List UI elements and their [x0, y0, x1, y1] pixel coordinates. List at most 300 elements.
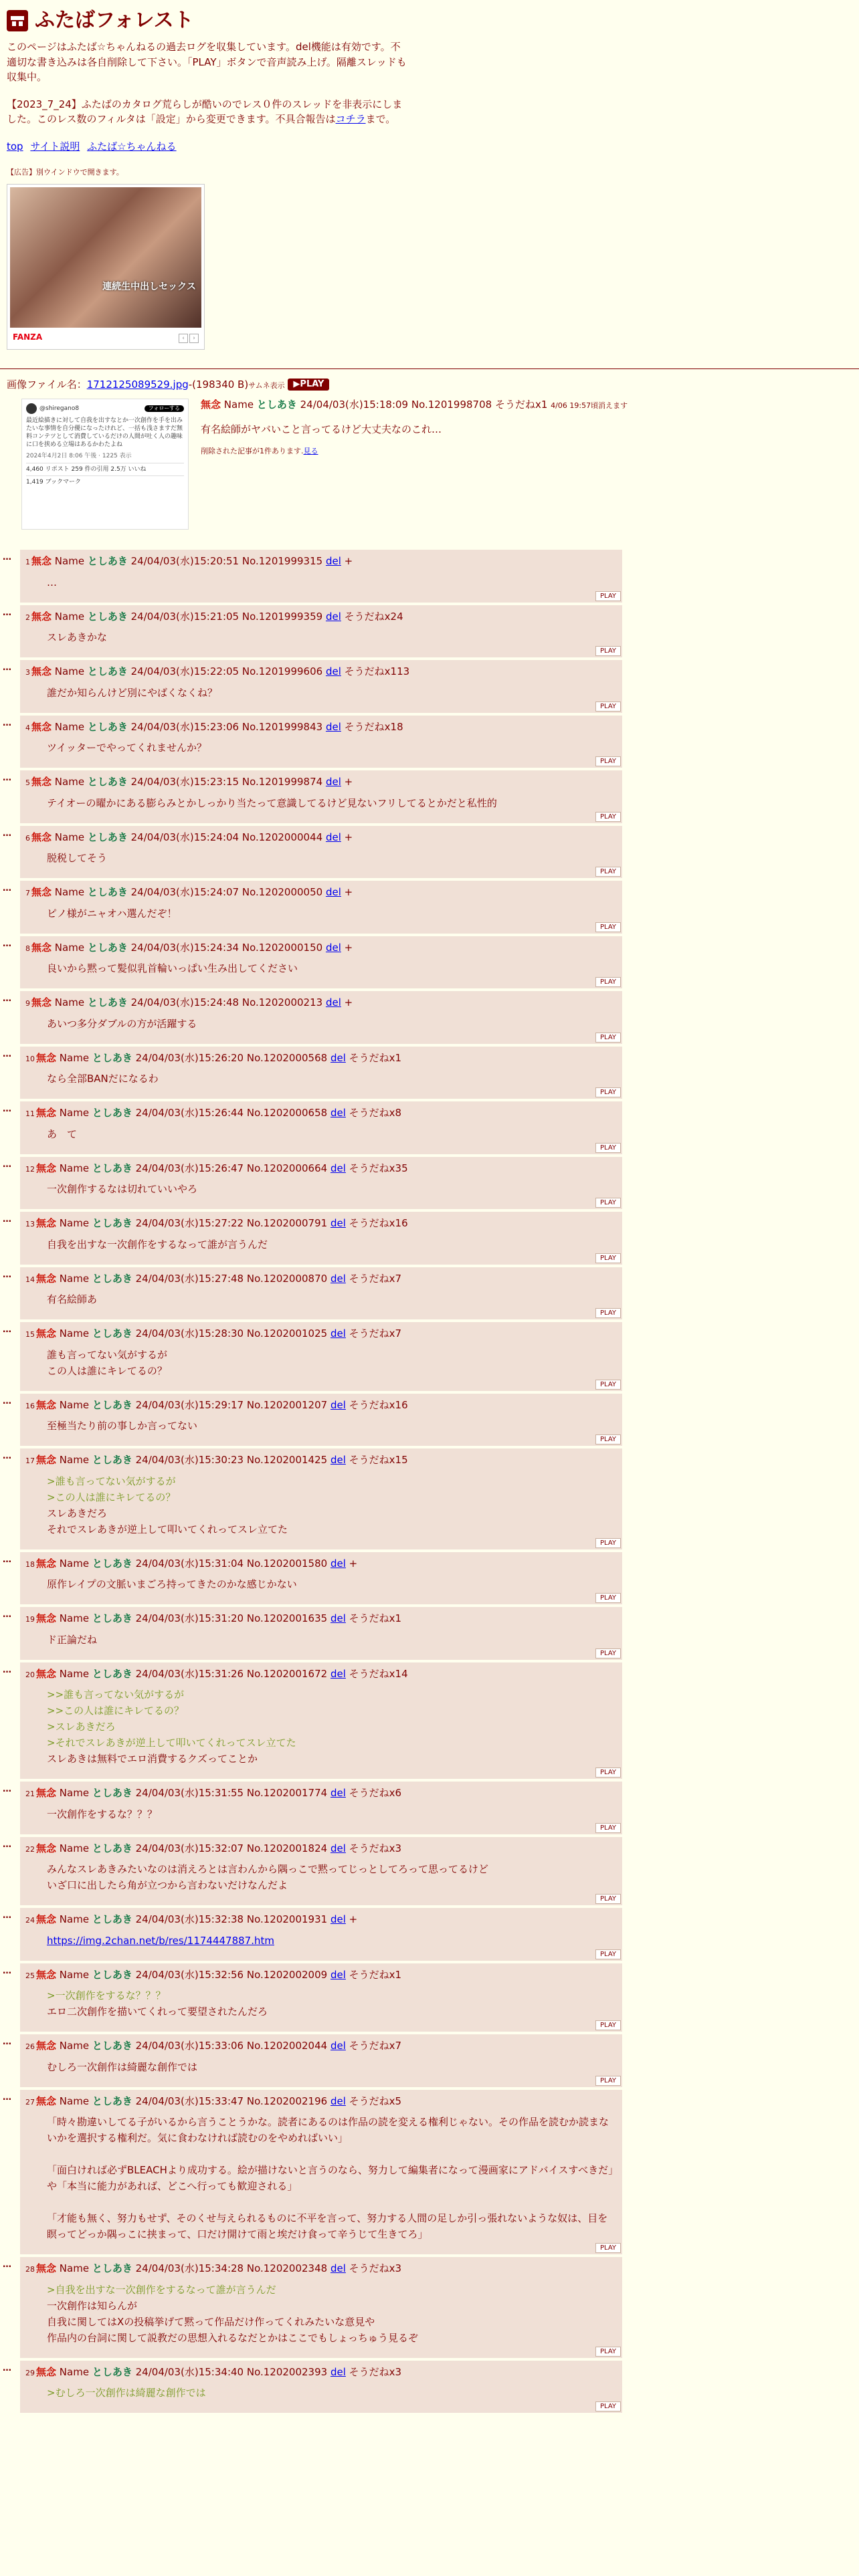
reply-meta: 24/04/03(水)15:24:04 No.1202000044 — [130, 831, 323, 843]
reply-number: 26 — [25, 2042, 35, 2051]
reply-play-button[interactable]: PLAY — [595, 702, 621, 712]
reply-body — [25, 790, 617, 811]
intro-text-a: 【2023_7_24】ふたばのカタログ荒らしが酷いのでレス０件のスレッドを非表示にしました。このレス数のフィルタは「設定」から変更できます。不具合報告は — [7, 98, 403, 125]
op-header — [201, 397, 843, 413]
reply-name-label: Name — [59, 1162, 90, 1174]
reply-subject: 無念 — [36, 1454, 57, 1466]
reply-number: 20 — [25, 1670, 35, 1679]
reply-number: 6 — [25, 833, 30, 843]
reply-post — [3, 2361, 622, 2413]
reply-soudane[interactable]: そうだねx6 — [349, 1787, 402, 1799]
reply-body — [25, 1626, 617, 1648]
reply-header — [25, 609, 617, 625]
reply-header — [25, 2094, 617, 2109]
reply-soudane[interactable]: そうだねx7 — [349, 2040, 402, 2052]
reply-text-line: あいつ多分ダブルの方が活躍する — [47, 1017, 197, 1030]
reply-marker: … — [3, 1451, 11, 1461]
reply-soudane[interactable]: + — [344, 831, 353, 843]
reply-post — [3, 1908, 622, 1961]
ad-brand-logo: FANZA — [13, 332, 43, 342]
reply-name-label: Name — [59, 2040, 90, 2052]
reply-del-link[interactable]: del — [330, 1968, 346, 1981]
reply-name-label: Name — [54, 555, 85, 567]
reply-text-line: ツイッターでやってくれませんか？ — [47, 742, 207, 754]
reply-marker: … — [3, 2092, 11, 2103]
reply-play-button[interactable]: PLAY — [595, 1143, 621, 1153]
reply-text-line: 原作レイプの文脈いまごろ持ってきたのかな感じかない — [47, 1578, 297, 1590]
reply-body — [25, 1801, 617, 1822]
reply-play-button[interactable]: PLAY — [595, 2401, 621, 2411]
reply-del-link[interactable]: del — [330, 2095, 346, 2107]
reply-play-button[interactable]: PLAY — [595, 867, 621, 877]
reply-subject: 無念 — [36, 1107, 57, 1119]
reply-soudane[interactable]: そうだねx8 — [349, 1107, 402, 1119]
reply-play-button[interactable]: PLAY — [595, 646, 621, 656]
reply-soudane[interactable]: そうだねx1 — [349, 1612, 402, 1624]
op-name: としあき — [256, 399, 297, 411]
reply-name-label: Name — [59, 1217, 90, 1229]
reply-link[interactable]: https://img.2chan.net/b/res/1174447887.htm — [47, 1934, 274, 1947]
reply-meta: 24/04/03(水)15:27:48 No.1202000870 — [135, 1272, 328, 1285]
reply-number: 17 — [25, 1457, 35, 1465]
reply-name: としあき — [92, 1051, 132, 1064]
reply-name-label: Name — [59, 1272, 90, 1285]
reply-soudane[interactable]: そうだねx18 — [344, 720, 403, 733]
reply-play-button[interactable]: PLAY — [595, 1308, 621, 1318]
reply-post — [3, 660, 622, 713]
reply-text-line: テイオーの曜かにある膨らみとかしっかり当たって意識してるけど見ないフリしてるとかだと私性的 — [47, 796, 497, 809]
reply-play-button[interactable]: PLAY — [595, 2020, 621, 2030]
reply-name: としあき — [87, 610, 128, 623]
reply-meta: 24/04/03(水)15:32:38 No.1202001931 — [135, 1913, 328, 1925]
nav-about-link[interactable]: サイト説明 — [30, 140, 80, 152]
reply-play-button[interactable]: PLAY — [595, 1087, 621, 1097]
reply-text-line: むしろ一次創作は綺麗な創作では — [47, 2060, 198, 2073]
reply-name: としあき — [87, 996, 128, 1008]
reply-play-button[interactable]: PLAY — [595, 812, 621, 822]
reply-name: としあき — [92, 1162, 132, 1174]
reply-meta: 24/04/03(水)15:32:56 No.1202002009 — [135, 1968, 328, 1981]
reply-name: としあき — [92, 1557, 132, 1570]
reply-name-label: Name — [59, 1107, 90, 1119]
ad-caption: 連続生中出しセックス — [102, 281, 196, 292]
reply-soudane[interactable]: + — [344, 886, 353, 898]
reply-play-button[interactable]: PLAY — [595, 1434, 621, 1444]
reply-subject: 無念 — [36, 2262, 57, 2274]
reply-name: としあき — [92, 1272, 132, 1285]
reply-name-label: Name — [54, 831, 85, 843]
reply-subject: 無念 — [36, 1667, 57, 1680]
reply-name: としあき — [92, 2040, 132, 2052]
reply-text-line: 有名絵師あ — [47, 1293, 98, 1305]
reply-soudane[interactable]: そうだねx15 — [349, 1454, 408, 1466]
reply-post — [3, 1837, 622, 1906]
reply-post — [3, 2090, 622, 2255]
reply-del-link[interactable]: del — [325, 776, 341, 788]
reply-del-link[interactable]: del — [330, 2262, 346, 2274]
reply-soudane[interactable]: + — [344, 996, 353, 1008]
reply-body — [25, 679, 617, 701]
reply-play-button[interactable]: PLAY — [595, 756, 621, 766]
reply-del-link[interactable]: del — [325, 720, 341, 733]
ad-image[interactable] — [10, 187, 201, 328]
reply-header — [25, 2261, 617, 2276]
reply-play-button[interactable]: PLAY — [595, 1949, 621, 1959]
reply-post — [3, 826, 622, 879]
reply-meta: 24/04/03(水)15:33:47 No.1202002196 — [135, 2095, 328, 2107]
reply-marker: … — [3, 1396, 11, 1406]
reply-meta: 24/04/03(水)15:32:07 No.1202001824 — [135, 1842, 328, 1854]
reply-soudane[interactable]: そうだねx3 — [349, 1842, 402, 1854]
reply-play-button[interactable]: PLAY — [595, 2076, 621, 2086]
intro-text-b: まで。 — [365, 113, 396, 125]
reply-header — [25, 885, 617, 900]
reply-text-line: 「面白ければ必ずBLEACHより成功する。絵が描けないと言うのなら、努力して編集者になって漫画家にアドバイスすべきだ」や「本当に能力があれば、どこへ行っても歓迎される」 — [47, 2164, 613, 2192]
reply-marker: … — [3, 1214, 11, 1224]
reply-play-button[interactable]: PLAY — [595, 591, 621, 601]
reply-meta: 24/04/03(水)15:23:15 No.1201999874 — [130, 776, 323, 788]
reply-name-label: Name — [59, 2262, 90, 2274]
reply-number: 10 — [25, 1054, 35, 1063]
reply-header — [25, 1841, 617, 1856]
reply-body — [25, 1341, 617, 1379]
reply-header — [25, 1161, 617, 1176]
reply-del-link[interactable]: del — [325, 555, 341, 567]
reply-del-link[interactable]: del — [325, 996, 341, 1008]
reply-subject: 無念 — [36, 1162, 57, 1174]
reply-body — [25, 1010, 617, 1032]
op-soudane[interactable]: そうだねx1 — [494, 399, 548, 411]
reply-soudane[interactable]: そうだねx1 — [349, 1051, 402, 1064]
intro-paragraph-2 — [7, 97, 408, 127]
reply-post — [3, 1212, 622, 1265]
reply-marker: … — [3, 1104, 11, 1114]
reply-subject: 無念 — [36, 1272, 57, 1285]
reply-post — [3, 550, 622, 603]
reply-number: 15 — [25, 1330, 35, 1339]
reply-del-link[interactable]: del — [330, 1217, 346, 1229]
reply-name-label: Name — [54, 610, 85, 623]
reply-name-label: Name — [54, 886, 85, 898]
reply-soudane[interactable]: + — [344, 941, 353, 954]
reply-soudane[interactable]: + — [344, 555, 353, 567]
reply-body — [25, 1176, 617, 1197]
reply-subject: 無念 — [36, 1913, 57, 1925]
reply-del-link[interactable]: del — [330, 1162, 346, 1174]
reply-subject: 無念 — [31, 776, 52, 788]
reply-name-label: Name — [59, 1327, 90, 1339]
file-label: 画像ファイル名： — [7, 378, 87, 391]
reply-meta: 24/04/03(水)15:20:51 No.1201999315 — [130, 555, 323, 567]
file-info — [0, 377, 859, 393]
reply-number: 13 — [25, 1220, 35, 1228]
page-header — [0, 0, 415, 350]
reply-meta: 24/04/03(水)15:34:28 No.1202002348 — [135, 2262, 328, 2274]
reply-name: としあき — [92, 1454, 132, 1466]
reply-body — [25, 1681, 617, 1767]
reply-play-button[interactable]: PLAY — [595, 1198, 621, 1208]
reply-number: 24 — [25, 1916, 35, 1925]
reply-subject: 無念 — [31, 610, 52, 623]
reply-text-line: 自我を出すな一次創作をするなって誰が言うんだ — [47, 1238, 268, 1251]
reply-play-button[interactable]: PLAY — [595, 1593, 621, 1603]
reply-body — [25, 1412, 617, 1434]
reply-header — [25, 1912, 617, 1927]
site-title-text: ふたばフォレスト — [35, 9, 194, 32]
reply-soudane[interactable]: そうだねx5 — [349, 2095, 402, 2107]
reply-body — [25, 624, 617, 645]
tweet-user: @shiregano8 — [39, 405, 80, 412]
reply-soudane[interactable]: そうだねx16 — [349, 1217, 408, 1229]
reply-del-link[interactable]: del — [330, 1842, 346, 1854]
reply-soudane[interactable]: そうだねx14 — [349, 1667, 408, 1680]
reply-post — [3, 991, 622, 1044]
reply-name-label: Name — [54, 941, 85, 954]
nav-top-link[interactable]: top — [7, 140, 23, 152]
site-logo-icon — [7, 10, 28, 31]
file-size: -(198340 B) — [188, 378, 249, 391]
reply-header — [25, 554, 617, 569]
tweet-body: 最近絵描きに対して自我を出すなとか一次創作を手を出みたいな事情を自分優になったけれど、一括も浅さますだ無料コンテツとして消費しているだけの人間が吐く人の趣味に口を挟める立場はあるかわたよね — [26, 417, 183, 449]
reply-post — [3, 1322, 622, 1391]
reply-text-line: いざ口に出したら角が立つから言わないだけなんだよ — [47, 1879, 288, 1891]
reply-del-link[interactable]: del — [330, 1667, 346, 1680]
reply-body — [25, 955, 617, 976]
reply-play-button[interactable]: PLAY — [595, 1767, 621, 1778]
reply-subject: 無念 — [36, 1051, 57, 1064]
reply-name: としあき — [87, 555, 128, 567]
reply-play-button[interactable]: PLAY — [595, 2347, 621, 2357]
reply-number: 14 — [25, 1275, 35, 1284]
reply-play-button[interactable]: PLAY — [595, 1823, 621, 1833]
reply-name: としあき — [87, 776, 128, 788]
reply-quote-line: >>この人は誰にキレてるの？ — [47, 1705, 184, 1717]
reply-del-link[interactable]: del — [330, 1454, 346, 1466]
reply-del-link[interactable]: del — [325, 831, 341, 843]
reply-del-link[interactable]: del — [330, 1787, 346, 1799]
reply-play-button[interactable]: PLAY — [595, 2243, 621, 2253]
reply-post — [3, 1101, 622, 1154]
ad-next-icon[interactable]: › — [189, 334, 199, 343]
reply-header — [25, 1786, 617, 1801]
reply-name: としあき — [92, 1612, 132, 1624]
reply-subject: 無念 — [36, 1557, 57, 1570]
reply-soudane[interactable]: + — [344, 776, 353, 788]
reply-meta: 24/04/03(水)15:33:06 No.1202002044 — [135, 2040, 328, 2052]
reply-name: としあき — [92, 1842, 132, 1854]
reply-body — [25, 1121, 617, 1142]
reply-name: としあき — [92, 1398, 132, 1411]
op-text: 有名絵師がヤバいこと言ってるけど大丈夫なのこれ… — [201, 423, 442, 435]
reply-text-line: 自我に関してはXの投稿挙げて黙って作品だけ作ってくれみたいな意見や — [47, 2315, 375, 2328]
reply-marker: … — [3, 2260, 11, 2270]
reply-header — [25, 720, 617, 735]
reply-soudane[interactable]: そうだねx7 — [349, 1272, 402, 1285]
reply-header — [25, 1611, 617, 1626]
reply-play-button[interactable]: PLAY — [595, 1253, 621, 1263]
reply-play-button[interactable]: PLAY — [595, 922, 621, 932]
reply-text-line: 作品内の台詞に関して説教だの思想入れるなだとかはここでもしょっちゅう見るぞ — [47, 2331, 419, 2344]
reply-text-line: ド正論だね — [47, 1633, 98, 1646]
reply-name-label: Name — [59, 1842, 90, 1854]
reply-name: としあき — [92, 1667, 132, 1680]
reply-post — [3, 1662, 622, 1780]
reply-name-label: Name — [54, 996, 85, 1008]
ad-prev-icon[interactable]: ‹ — [179, 334, 188, 343]
reply-name: としあき — [92, 1787, 132, 1799]
reply-name-label: Name — [59, 1787, 90, 1799]
reply-header — [25, 1967, 617, 1983]
op-image[interactable] — [21, 399, 189, 530]
reply-marker: … — [3, 2037, 11, 2047]
reply-soudane[interactable]: そうだねx3 — [349, 2262, 402, 2274]
reply-name-label: Name — [59, 1968, 90, 1981]
reply-del-link[interactable]: del — [330, 1913, 346, 1925]
reply-marker: … — [3, 1911, 11, 1921]
reply-soudane[interactable]: そうだねx113 — [344, 665, 410, 677]
reply-meta: 24/04/03(水)15:34:40 No.1202002393 — [135, 2365, 328, 2378]
report-link[interactable]: コチラ — [335, 113, 366, 125]
reply-marker: … — [3, 607, 11, 618]
op-deleted-link[interactable]: 見る — [303, 447, 318, 455]
reply-text-line: 一次創作するなは切れていいやろ — [47, 1183, 198, 1195]
reply-del-link[interactable]: del — [330, 2365, 346, 2378]
nav-futaba-link[interactable]: ふたば☆ちゃんねる — [87, 140, 177, 152]
reply-play-button[interactable]: PLAY — [595, 1894, 621, 1904]
avatar — [26, 403, 37, 414]
reply-header — [25, 2038, 617, 2054]
reply-name: としあき — [92, 1968, 132, 1981]
reply-name: としあき — [87, 720, 128, 733]
reply-meta: 24/04/03(水)15:27:22 No.1202000791 — [135, 1217, 328, 1229]
reply-del-link[interactable]: del — [325, 665, 341, 677]
ad-label: 【広告】別ウインドウで開きます。 — [7, 168, 124, 177]
reply-meta: 24/04/03(水)15:29:17 No.1202001207 — [135, 1398, 328, 1411]
reply-del-link[interactable]: del — [325, 886, 341, 898]
reply-soudane[interactable]: + — [349, 1913, 358, 1925]
reply-name: としあき — [87, 941, 128, 954]
divider — [0, 368, 859, 369]
reply-subject: 無念 — [36, 1787, 57, 1799]
reply-subject: 無念 — [31, 665, 52, 677]
reply-body — [25, 2276, 617, 2346]
reply-soudane[interactable]: そうだねx16 — [349, 1398, 408, 1411]
reply-text-line: それでスレあきが逆上して叩いてくれってスレ立てた — [47, 1523, 288, 1535]
op-deleted-note — [201, 446, 843, 457]
reply-name: としあき — [87, 665, 128, 677]
reply-del-link[interactable]: del — [325, 610, 341, 623]
reply-post — [3, 936, 622, 989]
reply-play-button[interactable]: PLAY — [595, 1033, 621, 1043]
reply-name: としあき — [92, 1107, 132, 1119]
reply-marker: … — [3, 552, 11, 562]
reply-meta: 24/04/03(水)15:30:23 No.1202001425 — [135, 1454, 328, 1466]
reply-del-link[interactable]: del — [330, 1327, 346, 1339]
reply-post — [3, 881, 622, 934]
tweet-time: 2024年4月2日 8:06 午後 · 1225 表示 — [26, 452, 132, 459]
reply-soudane[interactable]: そうだねx24 — [344, 610, 403, 623]
reply-number: 11 — [25, 1109, 35, 1118]
reply-del-link[interactable]: del — [330, 1398, 346, 1411]
reply-post — [3, 770, 622, 823]
reply-body — [25, 1856, 617, 1893]
site-title — [7, 5, 408, 35]
reply-soudane[interactable]: そうだねx35 — [349, 1162, 408, 1174]
reply-marker: … — [3, 828, 11, 839]
reply-subject: 無念 — [31, 720, 52, 733]
ad-banner[interactable] — [7, 184, 205, 350]
reply-marker: … — [3, 938, 11, 949]
reply-soudane[interactable]: そうだねx7 — [349, 1327, 402, 1339]
reply-post — [3, 1963, 622, 2032]
reply-meta: 24/04/03(水)15:31:04 No.1202001580 — [135, 1557, 328, 1570]
nav-links — [7, 139, 408, 154]
tweet-follow-button: フォローする — [145, 405, 184, 413]
reply-marker: … — [3, 994, 11, 1004]
reply-play-button[interactable]: PLAY — [595, 977, 621, 987]
reply-marker: … — [3, 1784, 11, 1794]
op-post — [0, 392, 859, 532]
reply-quote-line: >>誰も言ってない気がするが — [47, 1689, 185, 1701]
reply-del-link[interactable]: del — [330, 1612, 346, 1624]
reply-meta: 24/04/03(水)15:26:44 No.1202000658 — [135, 1107, 328, 1119]
reply-name-label: Name — [59, 1454, 90, 1466]
reply-quote-line: >誰も言ってない気がするが — [47, 1475, 176, 1487]
reply-soudane[interactable]: + — [349, 1557, 358, 1570]
reply-subject: 無念 — [31, 886, 52, 898]
reply-play-button[interactable]: PLAY — [595, 1380, 621, 1390]
reply-del-link[interactable]: del — [330, 1272, 346, 1285]
reply-del-link[interactable]: del — [330, 1557, 346, 1570]
reply-del-link[interactable]: del — [325, 941, 341, 954]
reply-name-label: Name — [59, 2365, 90, 2378]
reply-name: としあき — [87, 831, 128, 843]
reply-number: 1 — [25, 558, 30, 566]
reply-del-link[interactable]: del — [330, 1107, 346, 1119]
reply-quote-line: >むしろ一次創作は綺麗な創作では — [47, 2387, 206, 2399]
reply-meta: 24/04/03(水)15:24:34 No.1202000150 — [130, 941, 323, 954]
reply-subject: 無念 — [36, 2040, 57, 2052]
op-subject: 無念 — [201, 399, 221, 411]
file-link[interactable]: 1712125089529.jpg — [86, 378, 189, 391]
reply-del-link[interactable]: del — [330, 2040, 346, 2052]
reply-header — [25, 664, 617, 679]
reply-meta: 24/04/03(水)15:28:30 No.1202001025 — [135, 1327, 328, 1339]
reply-number: 5 — [25, 778, 30, 787]
reply-play-button[interactable]: PLAY — [595, 1538, 621, 1548]
reply-body — [25, 2109, 617, 2242]
reply-name-label: Name — [59, 1667, 90, 1680]
reply-play-button[interactable]: PLAY — [595, 1648, 621, 1658]
reply-marker: … — [3, 773, 11, 783]
reply-text-line: みんなスレあきみたいなのは消えろとは言わんから隅っこで黙ってじっとしてろって思ってるけど — [47, 1863, 489, 1875]
reply-subject: 無念 — [31, 555, 52, 567]
reply-soudane[interactable]: そうだねx3 — [349, 2365, 402, 2378]
reply-subject: 無念 — [31, 996, 52, 1008]
reply-post — [3, 716, 622, 768]
reply-soudane[interactable]: そうだねx1 — [349, 1968, 402, 1981]
op-play-button[interactable]: ▶PLAY — [288, 379, 329, 391]
reply-name-label: Name — [59, 1557, 90, 1570]
reply-header — [25, 2365, 617, 2380]
reply-post — [3, 1448, 622, 1549]
reply-header — [25, 1326, 617, 1341]
reply-del-link[interactable]: del — [330, 1051, 346, 1064]
reply-marker: … — [3, 1325, 11, 1335]
reply-body — [25, 569, 617, 591]
reply-text-line: 「才能も無く、努力もせず、そのくせ与えられるものに不平を言って、努力する人間の足しか引っ張れないような奴は、目を瞑ってどっか隅っこに挟まって、口だけ開けて雨と埃だけ食って辛うじて生きてろ」 — [47, 2212, 608, 2240]
reply-number: 25 — [25, 1971, 35, 1980]
